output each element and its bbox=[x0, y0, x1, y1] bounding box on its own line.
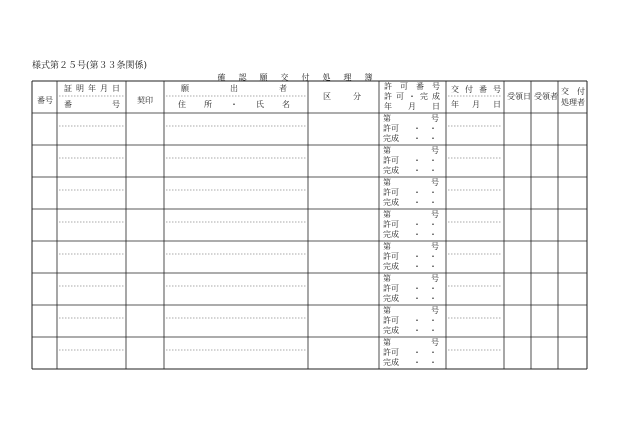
header-applicant: 願 出 者 bbox=[181, 84, 287, 93]
header-delivery-number: 交 付 番 号 bbox=[451, 85, 501, 94]
row-permit-number-suffix: 号 bbox=[431, 114, 439, 123]
row-permit-number-suffix: 号 bbox=[431, 242, 439, 251]
row-completion-date-prefix: 完成 bbox=[383, 294, 399, 303]
row-permit-number-suffix: 号 bbox=[431, 178, 439, 187]
row-completion-date-prefix: 完成 bbox=[383, 262, 399, 271]
row-permit-date-dots: ・ ・ bbox=[413, 252, 437, 261]
form-label: 様式第２５号(第３３条関係) bbox=[32, 61, 148, 71]
row-permit-date-dots: ・ ・ bbox=[413, 348, 437, 357]
header-seal: 契印 bbox=[137, 96, 153, 105]
ledger-title-char: 理 bbox=[343, 73, 352, 82]
row-completion-date-dots: ・ ・ bbox=[413, 134, 437, 143]
row-permit-number-prefix: 第 bbox=[383, 242, 391, 251]
header-serial-number: 番号 bbox=[37, 96, 53, 105]
header-permit-number: 許 可 番 号 bbox=[384, 82, 440, 91]
row-completion-date-dots: ・ ・ bbox=[413, 166, 437, 175]
row-completion-date-prefix: 完成 bbox=[383, 358, 399, 367]
row-permit-date-prefix: 許可 bbox=[383, 156, 399, 165]
ledger-title-char: 交 bbox=[280, 73, 289, 82]
row-permit-date-dots: ・ ・ bbox=[413, 284, 437, 293]
row-permit-date-prefix: 許可 bbox=[383, 284, 399, 293]
row-completion-date-prefix: 完成 bbox=[383, 134, 399, 143]
row-permit-date-dots: ・ ・ bbox=[413, 124, 437, 133]
row-completion-date-dots: ・ ・ bbox=[413, 358, 437, 367]
row-permit-date-dots: ・ ・ bbox=[413, 156, 437, 165]
header-recipient: 受領者 bbox=[534, 92, 558, 101]
ledger-title-char: 願 bbox=[259, 73, 268, 82]
header-permit-completion: 許 可 ・ 完 成 bbox=[384, 92, 440, 101]
row-permit-date-dots: ・ ・ bbox=[413, 316, 437, 325]
header-receipt-date: 受領日 bbox=[507, 92, 531, 101]
header-issuer-line2: 処理者 bbox=[561, 98, 585, 107]
header-applicant-address: 住 所 ・ 氏 名 bbox=[178, 100, 290, 109]
row-permit-date-dots: ・ ・ bbox=[413, 188, 437, 197]
row-permit-date-prefix: 許可 bbox=[383, 220, 399, 229]
row-permit-date-prefix: 許可 bbox=[383, 252, 399, 261]
row-completion-date-dots: ・ ・ bbox=[413, 230, 437, 239]
row-permit-date-prefix: 許可 bbox=[383, 348, 399, 357]
row-permit-number-prefix: 第 bbox=[383, 114, 391, 123]
row-permit-number-suffix: 号 bbox=[431, 146, 439, 155]
header-certificate-number: 番 号 bbox=[64, 100, 120, 109]
row-permit-date-prefix: 許可 bbox=[383, 124, 399, 133]
header-category: 区 分 bbox=[323, 92, 361, 101]
row-completion-date-prefix: 完成 bbox=[383, 166, 399, 175]
row-permit-number-prefix: 第 bbox=[383, 210, 391, 219]
ledger-title-char: 処 bbox=[322, 73, 331, 82]
row-completion-date-dots: ・ ・ bbox=[413, 262, 437, 271]
row-permit-number-suffix: 号 bbox=[431, 210, 439, 219]
row-permit-number-suffix: 号 bbox=[431, 306, 439, 315]
row-permit-number-prefix: 第 bbox=[383, 274, 391, 283]
row-permit-number-prefix: 第 bbox=[383, 306, 391, 315]
ledger-title-char: 付 bbox=[301, 73, 310, 82]
row-permit-date-prefix: 許可 bbox=[383, 316, 399, 325]
row-permit-number-suffix: 号 bbox=[431, 338, 439, 347]
ledger-title-char: 簿 bbox=[364, 73, 373, 82]
row-completion-date-dots: ・ ・ bbox=[413, 294, 437, 303]
ledger-title-char: 認 bbox=[238, 73, 247, 82]
row-completion-date-dots: ・ ・ bbox=[413, 198, 437, 207]
ledger-title-char: 確 bbox=[217, 73, 226, 82]
row-permit-number-prefix: 第 bbox=[383, 146, 391, 155]
row-completion-date-prefix: 完成 bbox=[383, 230, 399, 239]
row-permit-number-prefix: 第 bbox=[383, 338, 391, 347]
row-completion-date-prefix: 完成 bbox=[383, 198, 399, 207]
row-permit-date-dots: ・ ・ bbox=[413, 220, 437, 229]
row-permit-number-suffix: 号 bbox=[431, 274, 439, 283]
header-certificate-date: 証 明 年 月 日 bbox=[64, 84, 120, 93]
row-completion-date-dots: ・ ・ bbox=[413, 326, 437, 335]
header-issuer-line1: 交 付 bbox=[561, 87, 585, 96]
header-delivery-date: 年 月 日 bbox=[451, 100, 501, 109]
header-permit-date: 年 月 日 bbox=[384, 102, 440, 111]
row-permit-number-prefix: 第 bbox=[383, 178, 391, 187]
row-completion-date-prefix: 完成 bbox=[383, 326, 399, 335]
row-permit-date-prefix: 許可 bbox=[383, 188, 399, 197]
